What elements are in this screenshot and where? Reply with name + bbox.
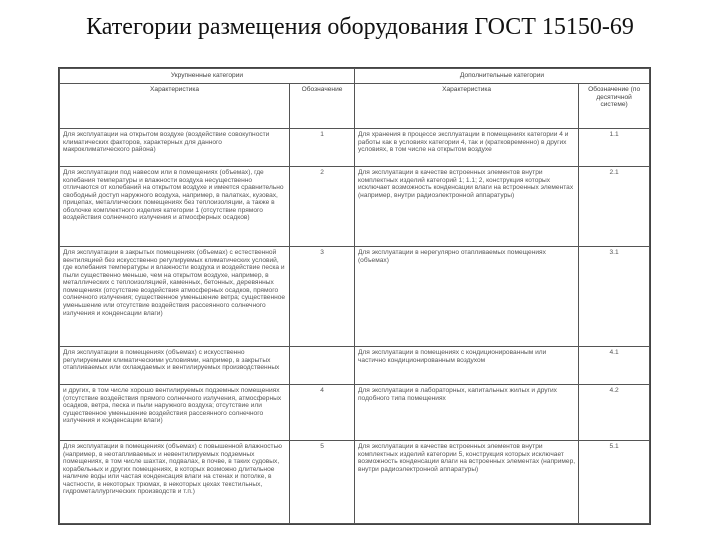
extra-designation-cell: 5.1 [579,441,650,524]
extra-designation-cell: 1.1 [579,129,650,167]
group-header-extra: Дополнительные категории [354,69,649,84]
main-characteristic-cell: Для эксплуатации в помещениях (объемах) с повышенной влажностью (например, в неотапливаемых и невентилируемых подземных помещениях, в том числе шахтах, подвалах, в почве, в таких судовых, корабельных и других помещениях, в которых возможно длительное наличие воды или частая конденсация влаги на стенах и потолке, в частности, в некоторых трюмах, в некоторых цехах текстильных, гидрометаллургических производств и т.п.) [60,441,290,524]
extra-characteristic-cell: Для эксплуатации в качестве встроенных элементов внутри комплектных изделий категории 5, конструкция которых исключает возможность конденсации влаги на встроенных элементах (например, внутри радиоэлектронной аппаратуры) [354,441,578,524]
main-characteristic-cell: Для эксплуатации в закрытых помещениях (объемах) с естественной вентиляцией без искусственно регулируемых климатических условий, где колебания температуры и влажности воздуха и воздействие песка и пыли существенно меньше, чем на открытом воздухе, например, в металлических с теплоизоляцией, каменных, бетонных, деревянных помещениях (отсутствие воздействия атмосферных осадков, прямого солнечного излучения; существенное уменьшение ветра; существенное уменьшение или отсутствие воздействия рассеянного солнечного излучения и конденсации влаги) [60,247,290,347]
column-header-extra-designation: Обозначение (по десятичной системе) [579,84,650,129]
table-row [60,347,650,385]
table-row [60,385,650,441]
extra-characteristic-cell: Для эксплуатации в лабораторных, капитальных жилых и других подобного типа помещениях [354,385,578,441]
main-designation-cell: 4 [290,385,355,441]
table-row [60,167,650,247]
main-characteristic-cell: и других, в том числе хорошо вентилируемых подземных помещениях (отсутствие воздействия прямого солнечного излучения, атмосферных осадков, ветра, песка и пыли наружного воздуха; отсутствие или существенное уменьшение воздействия рассеянного солнечного излучения и конденсации влаги) [60,385,290,441]
main-characteristic-cell: Для эксплуатации в помещениях (объемах) с искусственно регулируемыми климатическими условиями, например, в закрытых отапливаемых или охлаждаемых и вентилируемых производственных [60,347,290,385]
extra-characteristic-cell: Для эксплуатации в нерегулярно отапливаемых помещениях (объемах) [354,247,578,347]
main-designation-cell: 5 [290,441,355,524]
main-designation-cell: 2 [290,167,355,247]
column-header-main-designation: Обозначение [290,84,355,129]
extra-designation-cell: 3.1 [579,247,650,347]
category-table [59,68,650,524]
extra-characteristic-cell: Для эксплуатации в помещениях с кондиционированным или частично кондиционированным воздухом [354,347,578,385]
slide-title: Категории размещения оборудования ГОСТ 15150-69 [86,14,634,40]
scanned-document [58,67,651,525]
column-header-extra-characteristic: Характеристика [354,84,578,129]
main-designation-cell [290,347,355,385]
main-designation-cell: 1 [290,129,355,167]
table-row [60,247,650,347]
extra-designation-cell: 4.1 [579,347,650,385]
group-header-main: Укрупненные категории [60,69,355,84]
main-characteristic-cell: Для эксплуатации на открытом воздухе (воздействие совокупности климатических факторов, характерных для данного макроклиматического района) [60,129,290,167]
main-designation-cell: 3 [290,247,355,347]
extra-designation-cell: 2.1 [579,167,650,247]
table-row [60,129,650,167]
main-characteristic-cell: Для эксплуатации под навесом или в помещениях (объемах), где колебания температуры и влажности воздуха несущественно отличаются от колебаний на открытом воздухе и имеется сравнительно свободный доступ наружного воздуха, например, в палатках, кузовах, прицепах, металлических помещениях без теплоизоляции, а также в оболочке комплектного изделия категории 1 (отсутствие прямого воздействия солнечного излучения и атмосферных осадков) [60,167,290,247]
extra-characteristic-cell: Для хранения в процессе эксплуатации в помещениях категории 4 и работы как в условиях категории 4, так и (кратковременно) в других условиях, в том числе на открытом воздухе [354,129,578,167]
table-row [60,441,650,524]
column-header-main-characteristic: Характеристика [60,84,290,129]
extra-designation-cell: 4.2 [579,385,650,441]
extra-characteristic-cell: Для эксплуатации в качестве встроенных элементов внутри комплектных изделий категорий 1; 1.1; 2, конструкция которых исключает возможность конденсации влаги на встроенных элементах (например, внутри радиоэлектронной аппаратуры) [354,167,578,247]
